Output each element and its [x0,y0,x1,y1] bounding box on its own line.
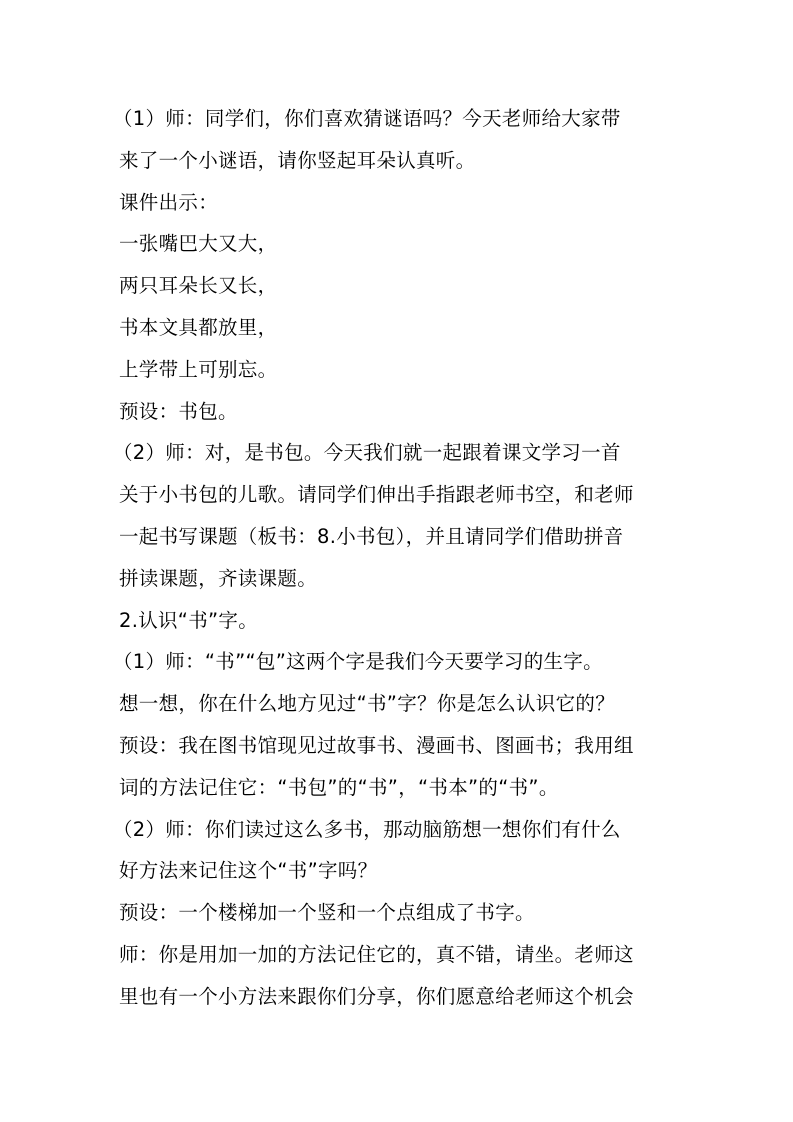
riddle-line: 两只耳朵长又长， [119,274,278,298]
riddle-line: 上学带上可别忘。 [119,357,278,381]
paragraph-line: （2）师：你们读过这么多书，那动脑筋想一想你们有什么 [113,817,621,841]
document-body [113,98,679,1018]
paragraph-line: （2）师：对，是书包。今天我们就一起跟着课文学习一首 [113,441,621,465]
riddle-line: 书本文具都放里， [119,315,278,339]
paragraph-line: （1）师：“书”“包”这两个字是我们今天要学习的生字。 [113,650,603,674]
paragraph-line: 师：你是用加一加的方法记住它的，真不错，请坐。老师这 [119,942,634,966]
paragraph-line: 好方法来记住这个“书”字吗？ [119,859,378,883]
section-heading: 2.认识“书”字。 [119,608,259,632]
paragraph-line: 课件出示： [119,190,219,214]
paragraph-line: 想一想，你在什么地方见过“书”字？你是怎么认识它的？ [119,692,616,716]
paragraph-line: 预设：我在图书馆现见过故事书、漫画书、图画书；我用组 [119,733,634,757]
paragraph-line: 拼读课题，齐读课题。 [119,566,318,590]
paragraph-line: 预设：一个楼梯加一个竖和一个点组成了书字。 [119,901,535,925]
paragraph-line: 来了一个小谜语，请你竖起耳朵认真听。 [119,148,476,172]
paragraph-line: 词的方法记住它：“书包”的“书”，“书本”的“书”。 [119,775,559,799]
paragraph-line: 关于小书包的儿歌。请同学们伸出手指跟老师书空，和老师 [119,483,634,507]
paragraph-line: 一起书写课题（板书：8.小书包），并且请同学们借助拼音 [119,524,624,548]
paragraph-line: 预设：书包。 [119,399,238,423]
paragraph-line: 里也有一个小方法来跟你们分享，你们愿意给老师这个机会 [119,984,634,1008]
riddle-line: 一张嘴巴大又大， [119,232,278,256]
paragraph-line: （1）师：同学们，你们喜欢猜谜语吗？今天老师给大家带 [113,107,621,130]
